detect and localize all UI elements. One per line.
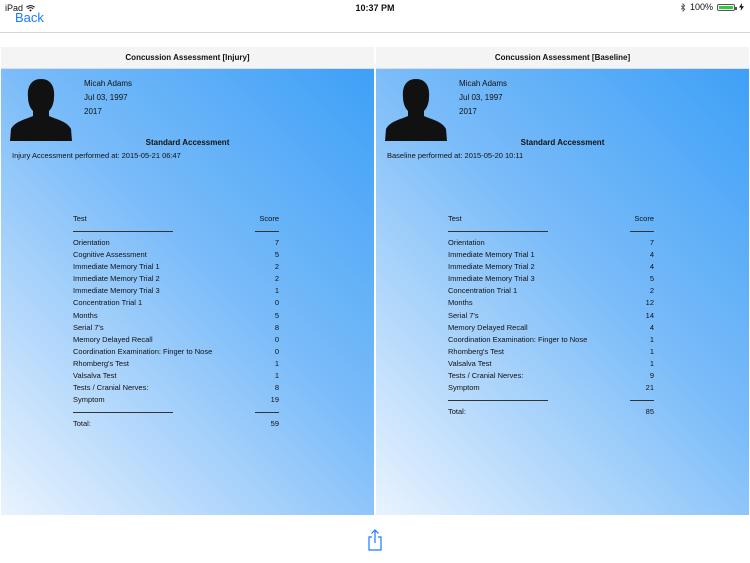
table-row: Coordination Examination: Finger to Nose 0	[73, 346, 279, 356]
total-rule	[448, 394, 658, 406]
table-row: Concentration Trial 1 0	[73, 298, 279, 308]
carrier-label: iPad	[5, 3, 35, 13]
section-heading: Standard Accessment	[145, 138, 230, 147]
table-row: Immediate Memory Trial 1 4	[448, 250, 654, 260]
panel-body	[376, 69, 749, 515]
total-rule	[73, 406, 283, 418]
table-row: Rhomberg's Test 1	[448, 346, 654, 356]
panel-body	[1, 69, 374, 515]
table-row: Memory Delayed Recall 0	[73, 334, 279, 344]
table-header	[73, 213, 283, 225]
table-row: Orientation 7	[73, 238, 279, 247]
table-row: Months 12	[448, 298, 654, 308]
score-table	[448, 213, 658, 418]
table-row: Orientation 7	[448, 238, 654, 247]
charging-icon	[739, 3, 744, 11]
table-row: Immediate Memory Trial 2 4	[448, 262, 654, 272]
table-row: Immediate Memory Trial 3 1	[73, 286, 279, 296]
bluetooth-icon	[680, 3, 686, 12]
score-column-header: Score	[259, 214, 279, 223]
nav-divider	[0, 32, 750, 33]
table-row: Immediate Memory Trial 1 2	[73, 262, 279, 272]
table-row: Serial 7's 8	[73, 322, 279, 332]
baseline-assessment-panel	[376, 47, 749, 515]
avatar-silhouette-icon	[9, 75, 73, 141]
header-rule	[448, 225, 658, 237]
table-row: Immediate Memory Trial 2 2	[73, 274, 279, 284]
table-row: Memory Delayed Recall 4	[448, 322, 654, 332]
avatar-silhouette-icon	[384, 75, 448, 141]
share-icon[interactable]	[367, 529, 383, 551]
athlete-dob: Jul 03, 1997	[459, 93, 503, 102]
clock: 10:37 PM	[355, 3, 395, 13]
score-column-header: Score	[634, 214, 654, 223]
table-row: Immediate Memory Trial 3 5	[448, 274, 654, 284]
panel-title: Concussion Assessment [Injury]	[1, 47, 374, 69]
score-table	[73, 213, 283, 430]
table-row: Concentration Trial 1 2	[448, 286, 654, 296]
table-row: Tests / Cranial Nerves: 8	[73, 383, 279, 393]
header-rule	[73, 225, 283, 237]
table-row: Cognitive Assessment 5	[73, 250, 279, 260]
table-row: Symptom 21	[448, 383, 654, 393]
athlete-name: Micah Adams	[459, 79, 508, 88]
performed-timestamp: Injury Accessment performed at: 2015-05-21 06:47	[12, 151, 181, 160]
table-row: Valsalva Test 1	[73, 371, 279, 381]
injury-assessment-panel	[1, 47, 374, 515]
back-button[interactable]: Back	[15, 10, 44, 25]
status-bar	[0, 0, 750, 16]
athlete-name: Micah Adams	[84, 79, 133, 88]
performed-timestamp: Baseline performed at: 2015-05-20 10:11	[387, 151, 524, 160]
table-row: Valsalva Test 1	[448, 358, 654, 368]
athlete-year: 2017	[459, 107, 477, 116]
test-column-header: Test	[73, 214, 87, 223]
table-row: Serial 7's 14	[448, 310, 654, 320]
table-row: Symptom 19	[73, 395, 279, 405]
athlete-dob: Jul 03, 1997	[84, 93, 128, 102]
table-header	[448, 213, 658, 225]
table-row: Coordination Examination: Finger to Nose 1	[448, 334, 654, 344]
battery-percent: 100%	[689, 2, 713, 12]
total-row: Total: 85	[448, 407, 654, 417]
table-row: Tests / Cranial Nerves: 9	[448, 371, 654, 381]
panel-title: Concussion Assessment [Baseline]	[376, 47, 749, 69]
table-row: Months 5	[73, 310, 279, 320]
test-column-header: Test	[448, 214, 462, 223]
total-row: Total: 59	[73, 419, 279, 429]
athlete-year: 2017	[84, 107, 102, 116]
battery-icon	[717, 4, 735, 11]
table-row: Rhomberg's Test 1	[73, 358, 279, 368]
section-heading: Standard Accessment	[520, 138, 605, 147]
